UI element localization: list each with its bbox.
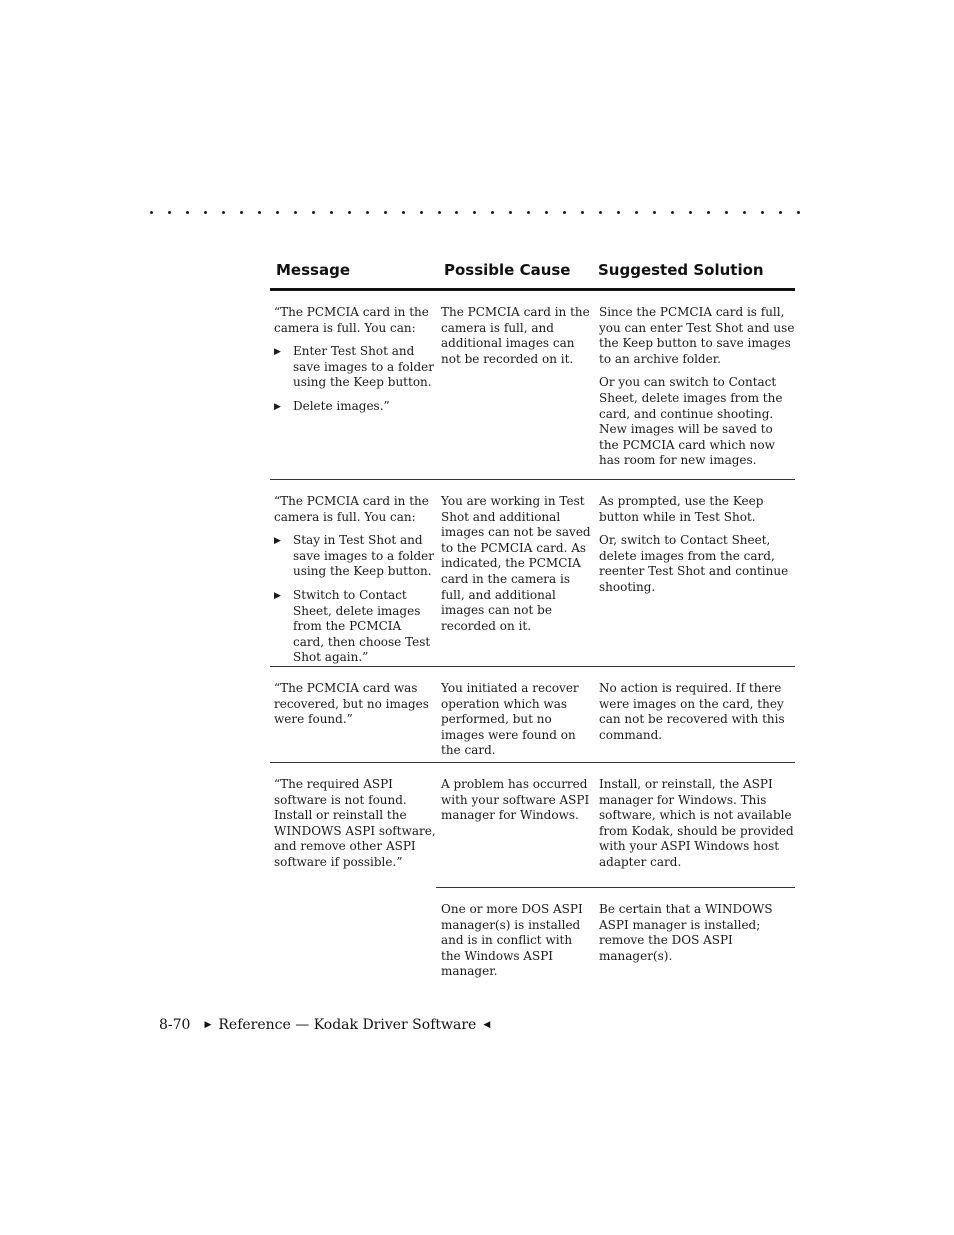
header-possible-cause: Possible Cause [444, 261, 571, 279]
header-suggested-solution: Suggested Solution [598, 261, 764, 279]
table-subrow [436, 887, 795, 990]
solution-text: As prompted, use the Keep button while in Test Shot. [599, 494, 764, 524]
header-message: Message [276, 261, 350, 279]
triangle-right-icon: ▶ [274, 536, 281, 547]
message-cell [270, 763, 440, 887]
solution-cell [599, 291, 795, 479]
cause-cell [440, 667, 599, 762]
error-message-table [270, 258, 795, 990]
cause-cell [436, 888, 599, 990]
page-footer [159, 1017, 490, 1033]
message-text: “The PCMCIA card in the camera is full. You can: [274, 305, 429, 335]
table-row [270, 667, 795, 763]
cause-text: A problem has occurred with your software ASPI manager for Windows. [441, 777, 590, 823]
table-row [270, 480, 795, 667]
page-number: 8-70 [159, 1017, 191, 1033]
table-row [270, 291, 795, 480]
list-item: ▶ Stay in Test Shot and save images to a folder using the Keep button. [274, 533, 434, 579]
solution-cell [599, 480, 795, 666]
solution-text: Install, or reinstall, the ASPI manager for Windows. This software, which is not available from Kodak, should be provided with your ASPI Windows host adapter card. [599, 777, 794, 869]
section-title: Reference — Kodak Driver Software [218, 1017, 477, 1033]
triangle-right-icon: ▶ [274, 347, 281, 358]
cause-cell [440, 480, 599, 666]
triangle-right-icon: ▶ [274, 590, 281, 601]
message-text: “The PCMCIA card was recovered, but no images were found.” [274, 681, 429, 727]
list-item: ▶ Delete images.” [274, 399, 436, 415]
cause-cell [440, 763, 599, 887]
list-item: ▶ Stwitch to Contact Sheet, delete images from the PCMCIA card, then choose Test Shot again.” [274, 587, 431, 665]
solution-cell [599, 888, 795, 990]
message-text: “The PCMCIA card in the camera is full. You can: [274, 494, 429, 524]
message-text: “The required ASPI software is not found. Install or reinstall the WINDOWS ASPI software, and remove other ASPI software if possible.” [274, 777, 436, 869]
table-row [270, 763, 795, 887]
cause-cell [440, 291, 599, 479]
cause-text: The PCMCIA card in the camera is full, and additional images can not be recorded on it. [441, 305, 590, 366]
triangle-left-icon: ◀ [483, 1020, 491, 1030]
cause-text: One or more DOS ASPI manager(s) is installed and is in conflict with the Windows ASPI manager. [441, 902, 583, 979]
solution-text: Since the PCMCIA card is full, you can enter Test Shot and use the Keep button to save images to an archive folder. [599, 305, 795, 366]
triangle-right-icon: ▶ [204, 1020, 212, 1030]
solution-text: Or, switch to Contact Sheet, delete images from the card, reenter Test Shot and continue shooting. [599, 533, 789, 594]
solution-cell [599, 763, 795, 887]
triangle-right-icon: ▶ [274, 401, 281, 412]
message-cell [270, 291, 440, 479]
solution-text: Be certain that a WINDOWS ASPI manager is installed; remove the DOS ASPI manager(s). [599, 902, 773, 963]
cause-text: You initiated a recover operation which was performed, but no images were found on the card. [441, 681, 579, 758]
message-bullets [274, 344, 436, 414]
cause-text: You are working in Test Shot and additional images can not be saved to the PCMCIA card. As indicated, the PCMCIA card in the camera is full, and additional images can not be recorded on it. [441, 494, 591, 633]
table-header [270, 258, 795, 291]
dotted-rule [150, 203, 800, 217]
message-cell [270, 480, 440, 666]
message-bullets [274, 533, 436, 666]
list-item: ▶ Enter Test Shot and save images to a folder using the Keep button. [274, 344, 434, 390]
message-cell [270, 667, 440, 762]
solution-text: Or you can switch to Contact Sheet, delete images from the card, and continue shooting. New images will be saved to the PCMCIA card which now has room for new images. [599, 375, 783, 468]
solution-cell [599, 667, 795, 762]
solution-text: No action is required. If there were images on the card, they can not be recovered with this command. [599, 681, 785, 742]
